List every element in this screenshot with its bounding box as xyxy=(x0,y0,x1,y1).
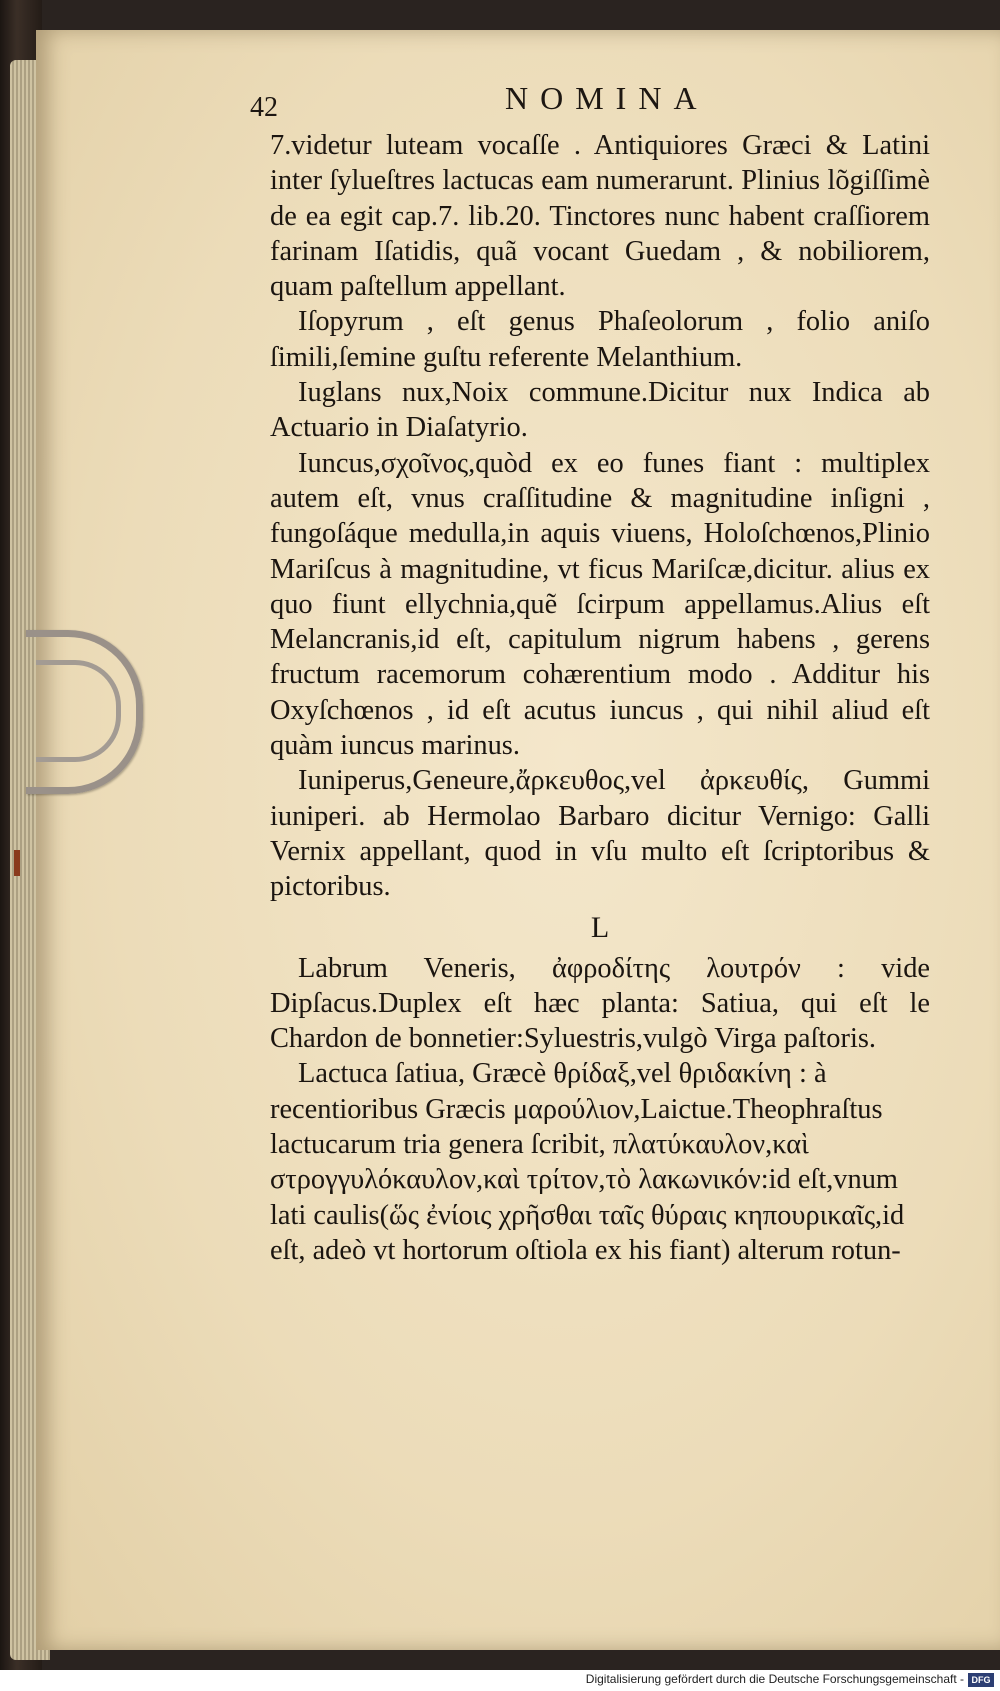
paragraph-labrum-veneris: Labrum Veneris, ἀφροδίτης λουτρόν : vide Dipſacus.Duplex eſt hæc planta: Satiua, qui eſt le Chardon de bonnetier:Syluestris,vulgò Virga paſtoris. xyxy=(270,952,930,1055)
running-head: NOMINA xyxy=(505,80,709,116)
section-letter: L xyxy=(590,910,610,944)
paragraph-iuglans: Iuglans nux,Noix commune.Dicitur nux Indica ab Actuario in Diaſatyrio. xyxy=(270,377,930,444)
footer-bar xyxy=(0,1670,1000,1691)
paragraph-iuncus: Iuncus,σχοῖνος,quòd ex eo funes fiant : multiplex autem eſt, vnus craſſitudine & magnitudine inſigni , fungoſáque medulla,in aquis viuens, Holoſchœnos,Plinio Mariſcus à magnitudine, vt ficus Mariſcæ,dicitur. alius ex quo fiunt ellychnia,quẽ ſcirpum appellamus.Alius eſt Melancranis,id eſt, capitulum nigrum habens , gerens fructum racemorum cohærentium modo . Additur his Oxyſchœnos , id eſt acutus iuncus , qui nihil aliud eſt quàm iuncus marinus. xyxy=(270,447,930,762)
paper-clip-inner xyxy=(36,660,121,762)
text-block xyxy=(270,128,930,1268)
paragraph-isopyrum: Iſopyrum , eſt genus Phaſeolorum , folio aniſo ſimili,ſemine guſtu referente Melanthium. xyxy=(270,306,930,373)
page-number: 42 xyxy=(250,92,278,123)
dfg-logo-icon: DFG xyxy=(968,1673,994,1687)
page-header xyxy=(250,80,930,130)
footer-credit: Digitalisierung gefördert durch die Deutsche Forschungsgemeinschaft - xyxy=(585,1672,964,1686)
bookmark-tab xyxy=(14,850,20,876)
paragraph-isatis: 7.videtur luteam vocaſſe . Antiquiores Græci & Latini inter ſylueſtres lactucas eam numerarunt. Plinius lõgiſſimè de ea egit cap.7. lib.20. Tinctores nunc habent craſſiorem farinam Iſatidis, quã vocant Guedam , & nobiliorem, quam paſtellum appellant. xyxy=(270,130,930,303)
paragraph-lactuca: Lactuca ſatiua, Græcè θρίδαξ,vel θριδακίνη : à recentioribus Græcis μαρούλιον,Laictue.Theophraſtus lactucarum tria genera ſcribit, πλατύκαυλον,καὶ στρογγυλόκαυλον,καὶ τρίτον,τὸ λακωνικόν:id eſt,vnum lati caulis(ὥς ἐνίοις χρῆσθαι ταῖς θύραις κηπουρικαῖς,id eſt, adeò vt hortorum oſtiola ex his fiant) alterum rotun- xyxy=(270,1058,905,1266)
paragraph-iuniperus: Iuniperus,Geneure,ἄρκευθος,vel ἀρκευθίς, Gummi iuniperi. ab Hermolao Barbaro dicitur Vernigo: Galli Vernix appellant, quod in vſu multo eſt ſcriptoribus & pictoribus. xyxy=(270,765,930,903)
